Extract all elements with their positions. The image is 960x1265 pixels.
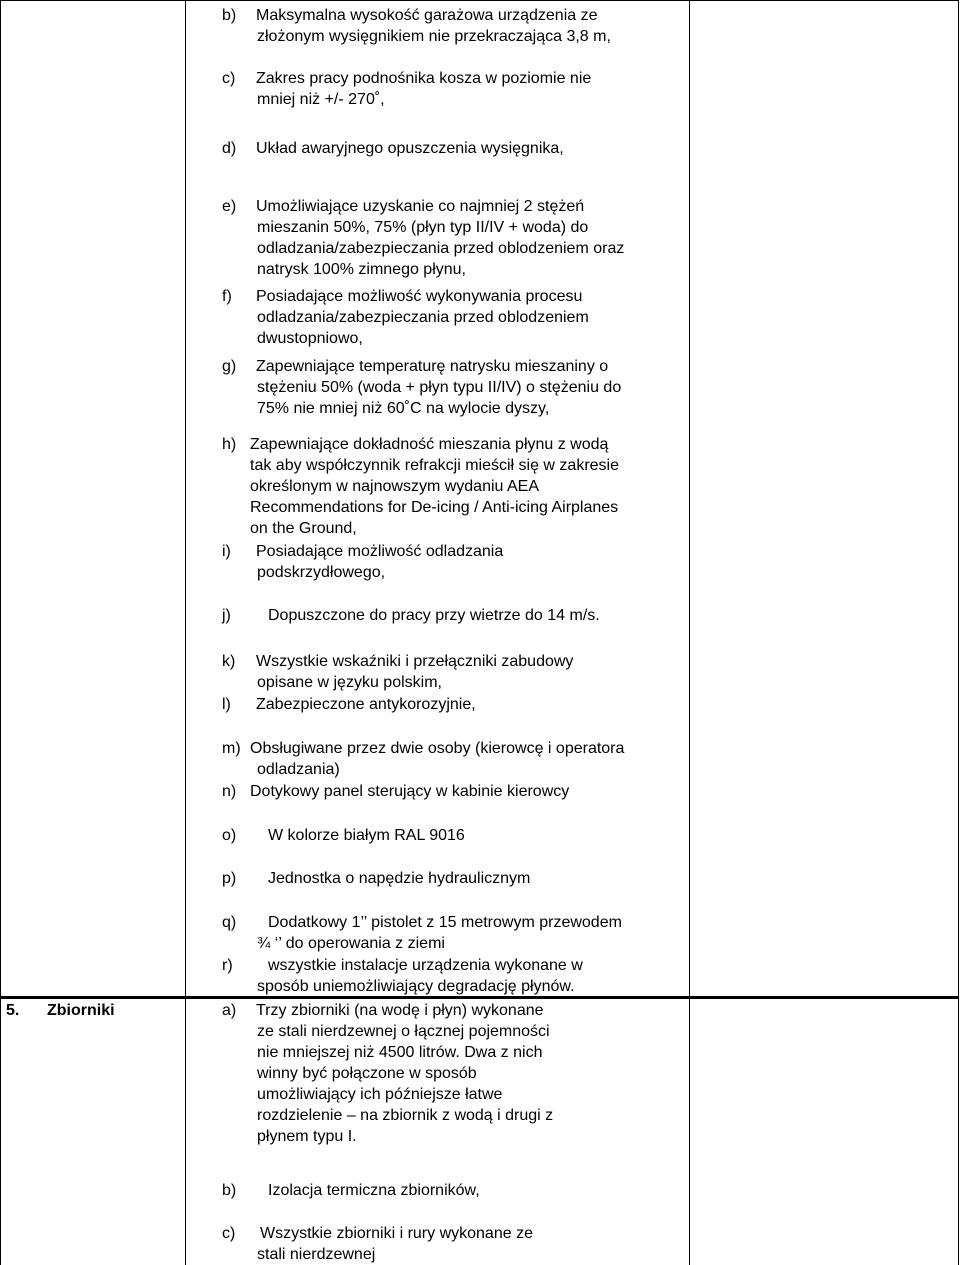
item-label: p) xyxy=(222,870,237,887)
item-label: j) xyxy=(222,607,231,624)
item-label: n) xyxy=(222,783,237,800)
list-item-k xyxy=(222,651,684,693)
item-text-line: rozdzielenie – na zbiornik z wodą i drugi z xyxy=(257,1107,554,1124)
section-number: 5. xyxy=(6,1002,20,1019)
item-label: g) xyxy=(222,358,237,375)
item-text-line: on the Ground, xyxy=(250,520,357,537)
list-item-e xyxy=(222,196,684,280)
list-item-g xyxy=(222,356,684,419)
item-text-line: Jednostka o napędzie hydraulicznym xyxy=(268,870,531,887)
table-border-top xyxy=(0,0,959,1)
item-text-line: dwustopniowo, xyxy=(257,330,363,347)
item-text-line: stężeniu 50% (woda + płyn typu II/IV) o stężeniu do xyxy=(257,379,622,396)
item-text-line: Wszystkie zbiorniki i rury wykonane ze xyxy=(260,1225,533,1242)
item-text-line: Maksymalna wysokość garażowa urządzenia ze xyxy=(256,7,598,24)
section-item-a xyxy=(222,1000,684,1147)
item-text-line: Zapewniające dokładność mieszania płynu z wodą xyxy=(250,436,609,453)
item-text-line: opisane w języku polskim, xyxy=(257,674,442,691)
item-text-line: stali nierdzewnej xyxy=(257,1246,376,1263)
item-text-line: 75% nie mniej niż 60˚C na wylocie dyszy, xyxy=(257,400,550,417)
item-text-line: Posiadające możliwość odladzania xyxy=(256,543,504,560)
item-label: r) xyxy=(222,957,233,974)
item-text-line: umożliwiający ich późniejsze łatwe xyxy=(257,1086,503,1103)
item-text-line: płynem typu I. xyxy=(257,1128,357,1145)
list-item-m xyxy=(222,738,684,780)
list-item-o xyxy=(222,825,684,846)
table-column-divider-right xyxy=(689,0,690,1265)
table-column-divider xyxy=(185,0,186,1265)
item-text-line: sposób uniemożliwiający degradację płynów. xyxy=(257,978,575,995)
item-text-line: ¾ ‘’ do operowania z ziemi xyxy=(257,935,445,952)
table-border-right xyxy=(958,0,959,1265)
item-text-line: Dotykowy panel sterujący w kabinie kierowcy xyxy=(250,783,570,800)
item-text-line: odladzania/zabezpieczania przed oblodzeniem xyxy=(257,309,589,326)
list-item-i xyxy=(222,541,684,583)
item-text-line: wszystkie instalacje urządzenia wykonane w xyxy=(268,957,583,974)
list-item-f xyxy=(222,286,684,349)
list-item-c xyxy=(222,68,684,110)
item-text-line: Zapewniające temperaturę natrysku mieszaniny o xyxy=(256,358,609,375)
item-label: b) xyxy=(222,1182,237,1199)
section-title: Zbiorniki xyxy=(47,1002,115,1019)
item-text-line: odladzania/zabezpieczania przed oblodzeniem oraz xyxy=(257,240,625,257)
list-item-d xyxy=(222,138,684,159)
item-text-line: winny być połączone w sposób xyxy=(257,1065,477,1082)
table-border-left xyxy=(0,0,1,1265)
item-label: f) xyxy=(222,288,232,305)
item-label: e) xyxy=(222,198,237,215)
item-text-line: natrysk 100% zimnego płynu, xyxy=(257,261,466,278)
item-label: i) xyxy=(222,543,231,560)
item-label: h) xyxy=(222,436,237,453)
item-text-line: Zabezpieczone antykorozyjnie, xyxy=(256,696,476,713)
item-label: m) xyxy=(222,740,241,757)
list-item-b xyxy=(222,5,684,47)
list-item-n xyxy=(222,781,684,802)
item-text-line: odladzania) xyxy=(257,761,340,778)
item-text-line: Obsługiwane przez dwie osoby (kierowcę i operatora xyxy=(250,740,625,757)
item-text-line: mniej niż +/- 270˚, xyxy=(257,91,385,108)
item-text-line: Posiadające możliwość wykonywania procesu xyxy=(256,288,583,305)
item-text-line: Trzy zbiorniki (na wodę i płyn) wykonane xyxy=(256,1002,544,1019)
list-item-h xyxy=(222,434,684,539)
section-item-b xyxy=(222,1180,684,1201)
list-item-q xyxy=(222,912,684,954)
item-text-line: W kolorze białym RAL 9016 xyxy=(268,827,465,844)
item-text-line: nie mniejszej niż 4500 litrów. Dwa z nich xyxy=(257,1044,543,1061)
item-label: d) xyxy=(222,140,237,157)
item-text-line: Izolacja termiczna zbiorników, xyxy=(268,1182,480,1199)
item-text-line: Układ awaryjnego opuszczenia wysięgnika, xyxy=(256,140,564,157)
item-label: b) xyxy=(222,7,237,24)
item-text-line: tak aby współczynnik refrakcji mieścił się w zakresie xyxy=(250,457,619,474)
item-label: c) xyxy=(222,1225,236,1242)
list-item-j xyxy=(222,605,684,626)
item-label: c) xyxy=(222,70,236,87)
item-label: k) xyxy=(222,653,236,670)
section-item-c xyxy=(222,1223,684,1265)
item-label: l) xyxy=(222,696,231,713)
item-text-line: ze stali nierdzewnej o łącznej pojemności xyxy=(257,1023,550,1040)
item-text-line: złożonym wysięgnikiem nie przekraczająca 3,8 m, xyxy=(257,28,611,45)
item-text-line: mieszanin 50%, 75% (płyn typ II/IV + woda) do xyxy=(257,219,589,236)
list-item-r xyxy=(222,955,684,997)
list-item-l xyxy=(222,694,684,715)
item-text-line: Zakres pracy podnośnika kosza w poziomie nie xyxy=(256,70,592,87)
item-text-line: określonym w najnowszym wydaniu AEA xyxy=(250,478,540,495)
item-label: q) xyxy=(222,914,237,931)
item-text-line: Recommendations for De-icing / Anti-icing Airplanes xyxy=(250,499,619,516)
item-label: o) xyxy=(222,827,237,844)
item-text-line: Dodatkowy 1’’ pistolet z 15 metrowym przewodem xyxy=(268,914,622,931)
list-item-p xyxy=(222,868,684,889)
item-text-line: Wszystkie wskaźniki i przełączniki zabudowy xyxy=(256,653,574,670)
item-text-line: Umożliwiające uzyskanie co najmniej 2 stężeń xyxy=(256,198,585,215)
item-text-line: Dopuszczone do pracy przy wietrze do 14 m/s. xyxy=(268,607,600,624)
item-label: a) xyxy=(222,1002,237,1019)
item-text-line: podskrzydłowego, xyxy=(257,564,386,581)
